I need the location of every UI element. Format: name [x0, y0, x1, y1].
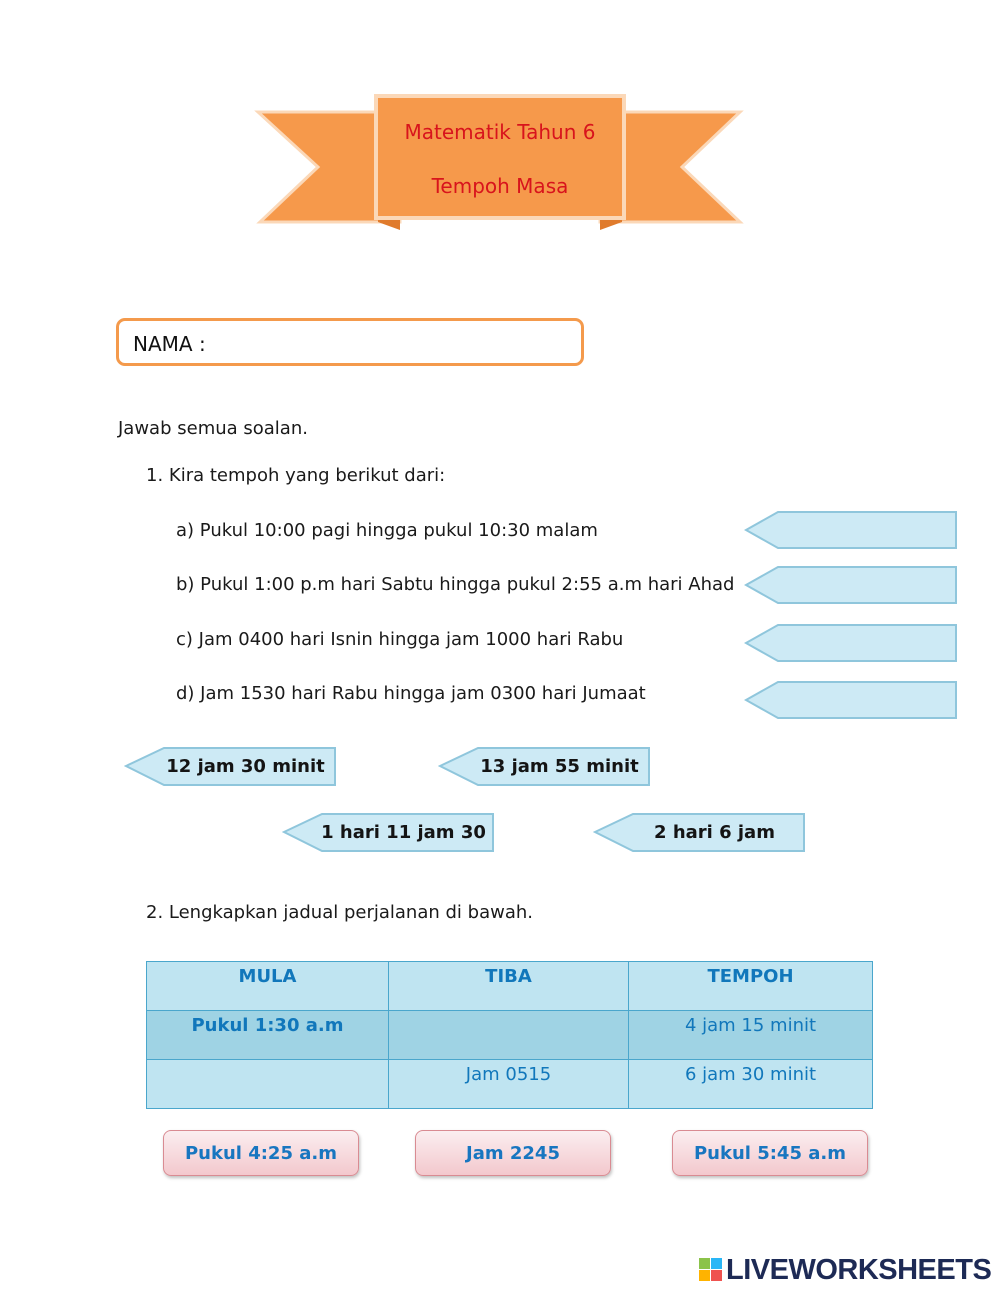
question-1d: d) Jam 1530 hari Rabu hingga jam 0300 hari Jumaat — [176, 683, 646, 704]
liveworksheets-badge-icon — [698, 1254, 724, 1286]
header-tempoh: TEMPOH — [629, 962, 873, 1011]
liveworksheets-logo — [698, 1254, 993, 1286]
table-header-row — [147, 962, 873, 1011]
banner-subtitle: Tempoh Masa — [431, 174, 569, 198]
cell-mula-drop[interactable] — [147, 1060, 389, 1109]
question-2-title: 2. Lengkapkan jadual perjalanan di bawah. — [146, 902, 533, 923]
option-13-jam-55-minit[interactable] — [438, 747, 651, 786]
option-label: 13 jam 55 minit — [480, 756, 639, 777]
answer-drop-1b[interactable] — [744, 566, 958, 604]
banner-title: Matematik Tahun 6 — [404, 120, 596, 144]
cell-tiba-drop[interactable] — [389, 1011, 629, 1060]
answer-drop-1d[interactable] — [744, 681, 958, 719]
header-mula: MULA — [147, 962, 389, 1011]
option-pukul-5-45[interactable]: Pukul 5:45 a.m — [672, 1130, 868, 1176]
logo-text: LIVEWORKSHEETS — [726, 1254, 992, 1286]
table-row — [147, 1011, 873, 1060]
option-label: 2 hari 6 jam — [654, 822, 775, 843]
header-tiba: TIBA — [389, 962, 629, 1011]
question-1a: a) Pukul 10:00 pagi hingga pukul 10:30 malam — [176, 520, 598, 541]
question-1b: b) Pukul 1:00 p.m hari Sabtu hingga pukul 2:55 a.m hari Ahad — [176, 574, 735, 595]
option-pukul-4-25[interactable]: Pukul 4:25 a.m — [163, 1130, 359, 1176]
title-banner — [250, 90, 750, 240]
option-label: 1 hari 11 jam 30 — [321, 822, 486, 843]
cell-tempoh: 6 jam 30 minit — [629, 1060, 873, 1109]
cell-tiba: Jam 0515 — [389, 1060, 629, 1109]
cell-tempoh: 4 jam 15 minit — [629, 1011, 873, 1060]
option-jam-2245[interactable]: Jam 2245 — [415, 1130, 611, 1176]
name-field[interactable] — [116, 318, 584, 366]
question-1-title: 1. Kira tempoh yang berikut dari: — [146, 465, 446, 486]
option-2-hari-6-jam[interactable] — [593, 813, 806, 852]
answer-drop-1c[interactable] — [744, 624, 958, 662]
name-label: NAMA : — [133, 332, 206, 356]
option-12-jam-30-minit[interactable] — [124, 747, 337, 786]
answer-drop-1a[interactable] — [744, 511, 958, 549]
question-1c: c) Jam 0400 hari Isnin hingga jam 1000 hari Rabu — [176, 629, 624, 650]
cell-mula: Pukul 1:30 a.m — [147, 1011, 389, 1060]
option-1-hari-11-jam-30[interactable] — [282, 813, 495, 852]
option-label: 12 jam 30 minit — [166, 756, 325, 777]
instruction-text: Jawab semua soalan. — [118, 418, 308, 439]
table-row — [147, 1060, 873, 1109]
travel-schedule-table — [146, 961, 873, 1109]
